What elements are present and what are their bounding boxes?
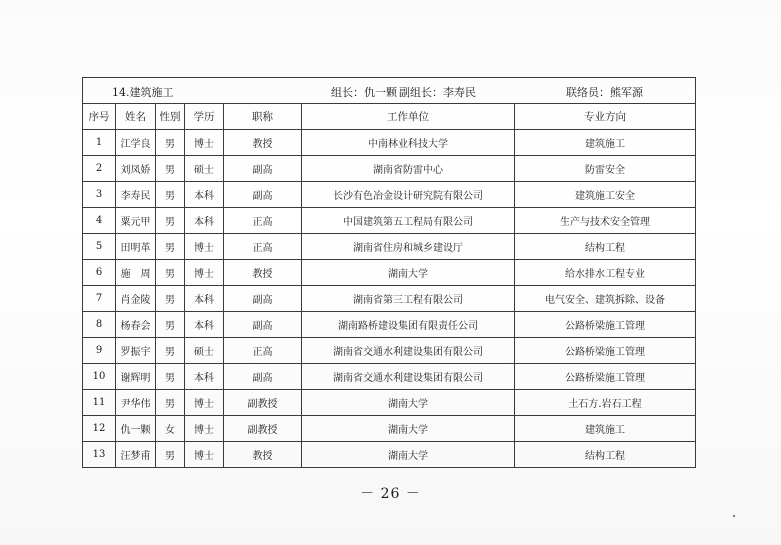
cell-specialty: 建筑施工: [515, 416, 696, 442]
cell-gender: 女: [156, 416, 185, 442]
cell-index: 4: [83, 208, 116, 234]
cell-title: 副高: [224, 156, 302, 182]
cell-education: 本科: [185, 312, 224, 338]
cell-education: 博士: [185, 390, 224, 416]
cell-employer: 湖南省防雷中心: [302, 156, 515, 182]
cell-education: 硕士: [185, 338, 224, 364]
cell-name: 田明革: [116, 234, 156, 260]
cell-specialty: 结构工程: [515, 442, 696, 468]
table-row: [83, 416, 696, 442]
header-specialty: 专业方向: [515, 104, 696, 130]
group-header-row: [83, 78, 696, 104]
cell-title: 正高: [224, 208, 302, 234]
group-header-cell: [83, 78, 696, 104]
table-row: [83, 338, 696, 364]
cell-specialty: 土石方.岩石工程: [515, 390, 696, 416]
table-row: [83, 364, 696, 390]
cell-gender: 男: [156, 390, 185, 416]
cell-gender: 男: [156, 338, 185, 364]
cell-index: 2: [83, 156, 116, 182]
cell-title: 教授: [224, 442, 302, 468]
header-title: 职称: [224, 104, 302, 130]
cell-name: 江学良: [116, 130, 156, 156]
cell-gender: 男: [156, 208, 185, 234]
cell-employer: 湖南省第三工程有限公司: [302, 286, 515, 312]
cell-title: 副高: [224, 312, 302, 338]
cell-name: 汪梦甫: [116, 442, 156, 468]
cell-gender: 男: [156, 442, 185, 468]
table-row: [83, 390, 696, 416]
cell-name: 肖金陵: [116, 286, 156, 312]
cell-title: 副高: [224, 364, 302, 390]
cell-specialty: 建筑施工: [515, 130, 696, 156]
cell-employer: 湖南大学: [302, 260, 515, 286]
table-row: [83, 130, 696, 156]
cell-index: 9: [83, 338, 116, 364]
table-row: [83, 312, 696, 338]
cell-title: 副教授: [224, 390, 302, 416]
cell-title: 副教授: [224, 416, 302, 442]
cell-index: 8: [83, 312, 116, 338]
cell-specialty: 电气安全、建筑拆除、设备: [515, 286, 696, 312]
cell-education: 博士: [185, 442, 224, 468]
cell-specialty: 生产与技术安全管理: [515, 208, 696, 234]
cell-title: 副高: [224, 182, 302, 208]
table-row: [83, 286, 696, 312]
cell-index: 11: [83, 390, 116, 416]
header-education: 学历: [185, 104, 224, 130]
cell-education: 博士: [185, 416, 224, 442]
cell-index: 6: [83, 260, 116, 286]
cell-gender: 男: [156, 364, 185, 390]
cell-education: 本科: [185, 182, 224, 208]
cell-education: 博士: [185, 130, 224, 156]
table-row: [83, 182, 696, 208]
cell-index: 13: [83, 442, 116, 468]
cell-index: 1: [83, 130, 116, 156]
cell-employer: 湖南省住房和城乡建设厅: [302, 234, 515, 260]
cell-gender: 男: [156, 182, 185, 208]
cell-index: 12: [83, 416, 116, 442]
cell-employer: 湖南大学: [302, 390, 515, 416]
cell-employer: 湖南省交通水利建设集团有限公司: [302, 364, 515, 390]
cell-name: 杨春会: [116, 312, 156, 338]
cell-name: 刘凤娇: [116, 156, 156, 182]
cell-gender: 男: [156, 234, 185, 260]
cell-employer: 长沙有色冶金设计研究院有限公司: [302, 182, 515, 208]
cell-employer: 湖南省交通水利建设集团有限公司: [302, 338, 515, 364]
cell-title: 教授: [224, 260, 302, 286]
cell-specialty: 给水排水工程专业: [515, 260, 696, 286]
table-row: [83, 156, 696, 182]
table-row: [83, 234, 696, 260]
cell-employer: 湖南大学: [302, 442, 515, 468]
cell-name: 李寿民: [116, 182, 156, 208]
cell-title: 正高: [224, 338, 302, 364]
cell-employer: 中南林业科技大学: [302, 130, 515, 156]
cell-index: 7: [83, 286, 116, 312]
cell-gender: 男: [156, 312, 185, 338]
cell-specialty: 公路桥梁施工管理: [515, 312, 696, 338]
cell-employer: 湖南路桥建设集团有限责任公司: [302, 312, 515, 338]
cell-name: 粟元甲: [116, 208, 156, 234]
group-leader: 组长：仇一颗: [331, 86, 397, 99]
header-gender: 性别: [156, 104, 185, 130]
cell-employer: 中国建筑第五工程局有限公司: [302, 208, 515, 234]
cell-name: 仇一颗: [116, 416, 156, 442]
cell-gender: 男: [156, 156, 185, 182]
cell-gender: 男: [156, 130, 185, 156]
expert-roster-table: [82, 77, 696, 468]
header-employer: 工作单位: [302, 104, 515, 130]
cell-education: 博士: [185, 234, 224, 260]
cell-education: 本科: [185, 286, 224, 312]
cell-index: 3: [83, 182, 116, 208]
cell-index: 5: [83, 234, 116, 260]
cell-title: 教授: [224, 130, 302, 156]
column-header-row: [83, 104, 696, 130]
group-contact: 联络员：熊军源: [566, 86, 643, 99]
cell-specialty: 公路桥梁施工管理: [515, 338, 696, 364]
table-row: [83, 208, 696, 234]
cell-index: 10: [83, 364, 116, 390]
group-deputy-leader: 副组长：李寿民: [399, 86, 476, 99]
group-title: 14.建筑施工: [112, 86, 174, 99]
scan-speck: [733, 515, 735, 517]
cell-name: 施 周: [116, 260, 156, 286]
cell-name: 尹华伟: [116, 390, 156, 416]
cell-name: 罗振宇: [116, 338, 156, 364]
table-row: [83, 442, 696, 468]
cell-specialty: 防雷安全: [515, 156, 696, 182]
table-row: [83, 260, 696, 286]
cell-gender: 男: [156, 286, 185, 312]
cell-education: 本科: [185, 208, 224, 234]
cell-name: 谢辉明: [116, 364, 156, 390]
cell-education: 本科: [185, 364, 224, 390]
header-name: 姓名: [116, 104, 156, 130]
header-index: 序号: [83, 104, 116, 130]
cell-gender: 男: [156, 260, 185, 286]
cell-title: 副高: [224, 286, 302, 312]
cell-education: 硕士: [185, 156, 224, 182]
page-number: － 26 －: [360, 486, 421, 502]
cell-specialty: 建筑施工安全: [515, 182, 696, 208]
cell-employer: 湖南大学: [302, 416, 515, 442]
cell-specialty: 结构工程: [515, 234, 696, 260]
cell-specialty: 公路桥梁施工管理: [515, 364, 696, 390]
cell-title: 正高: [224, 234, 302, 260]
cell-education: 博士: [185, 260, 224, 286]
